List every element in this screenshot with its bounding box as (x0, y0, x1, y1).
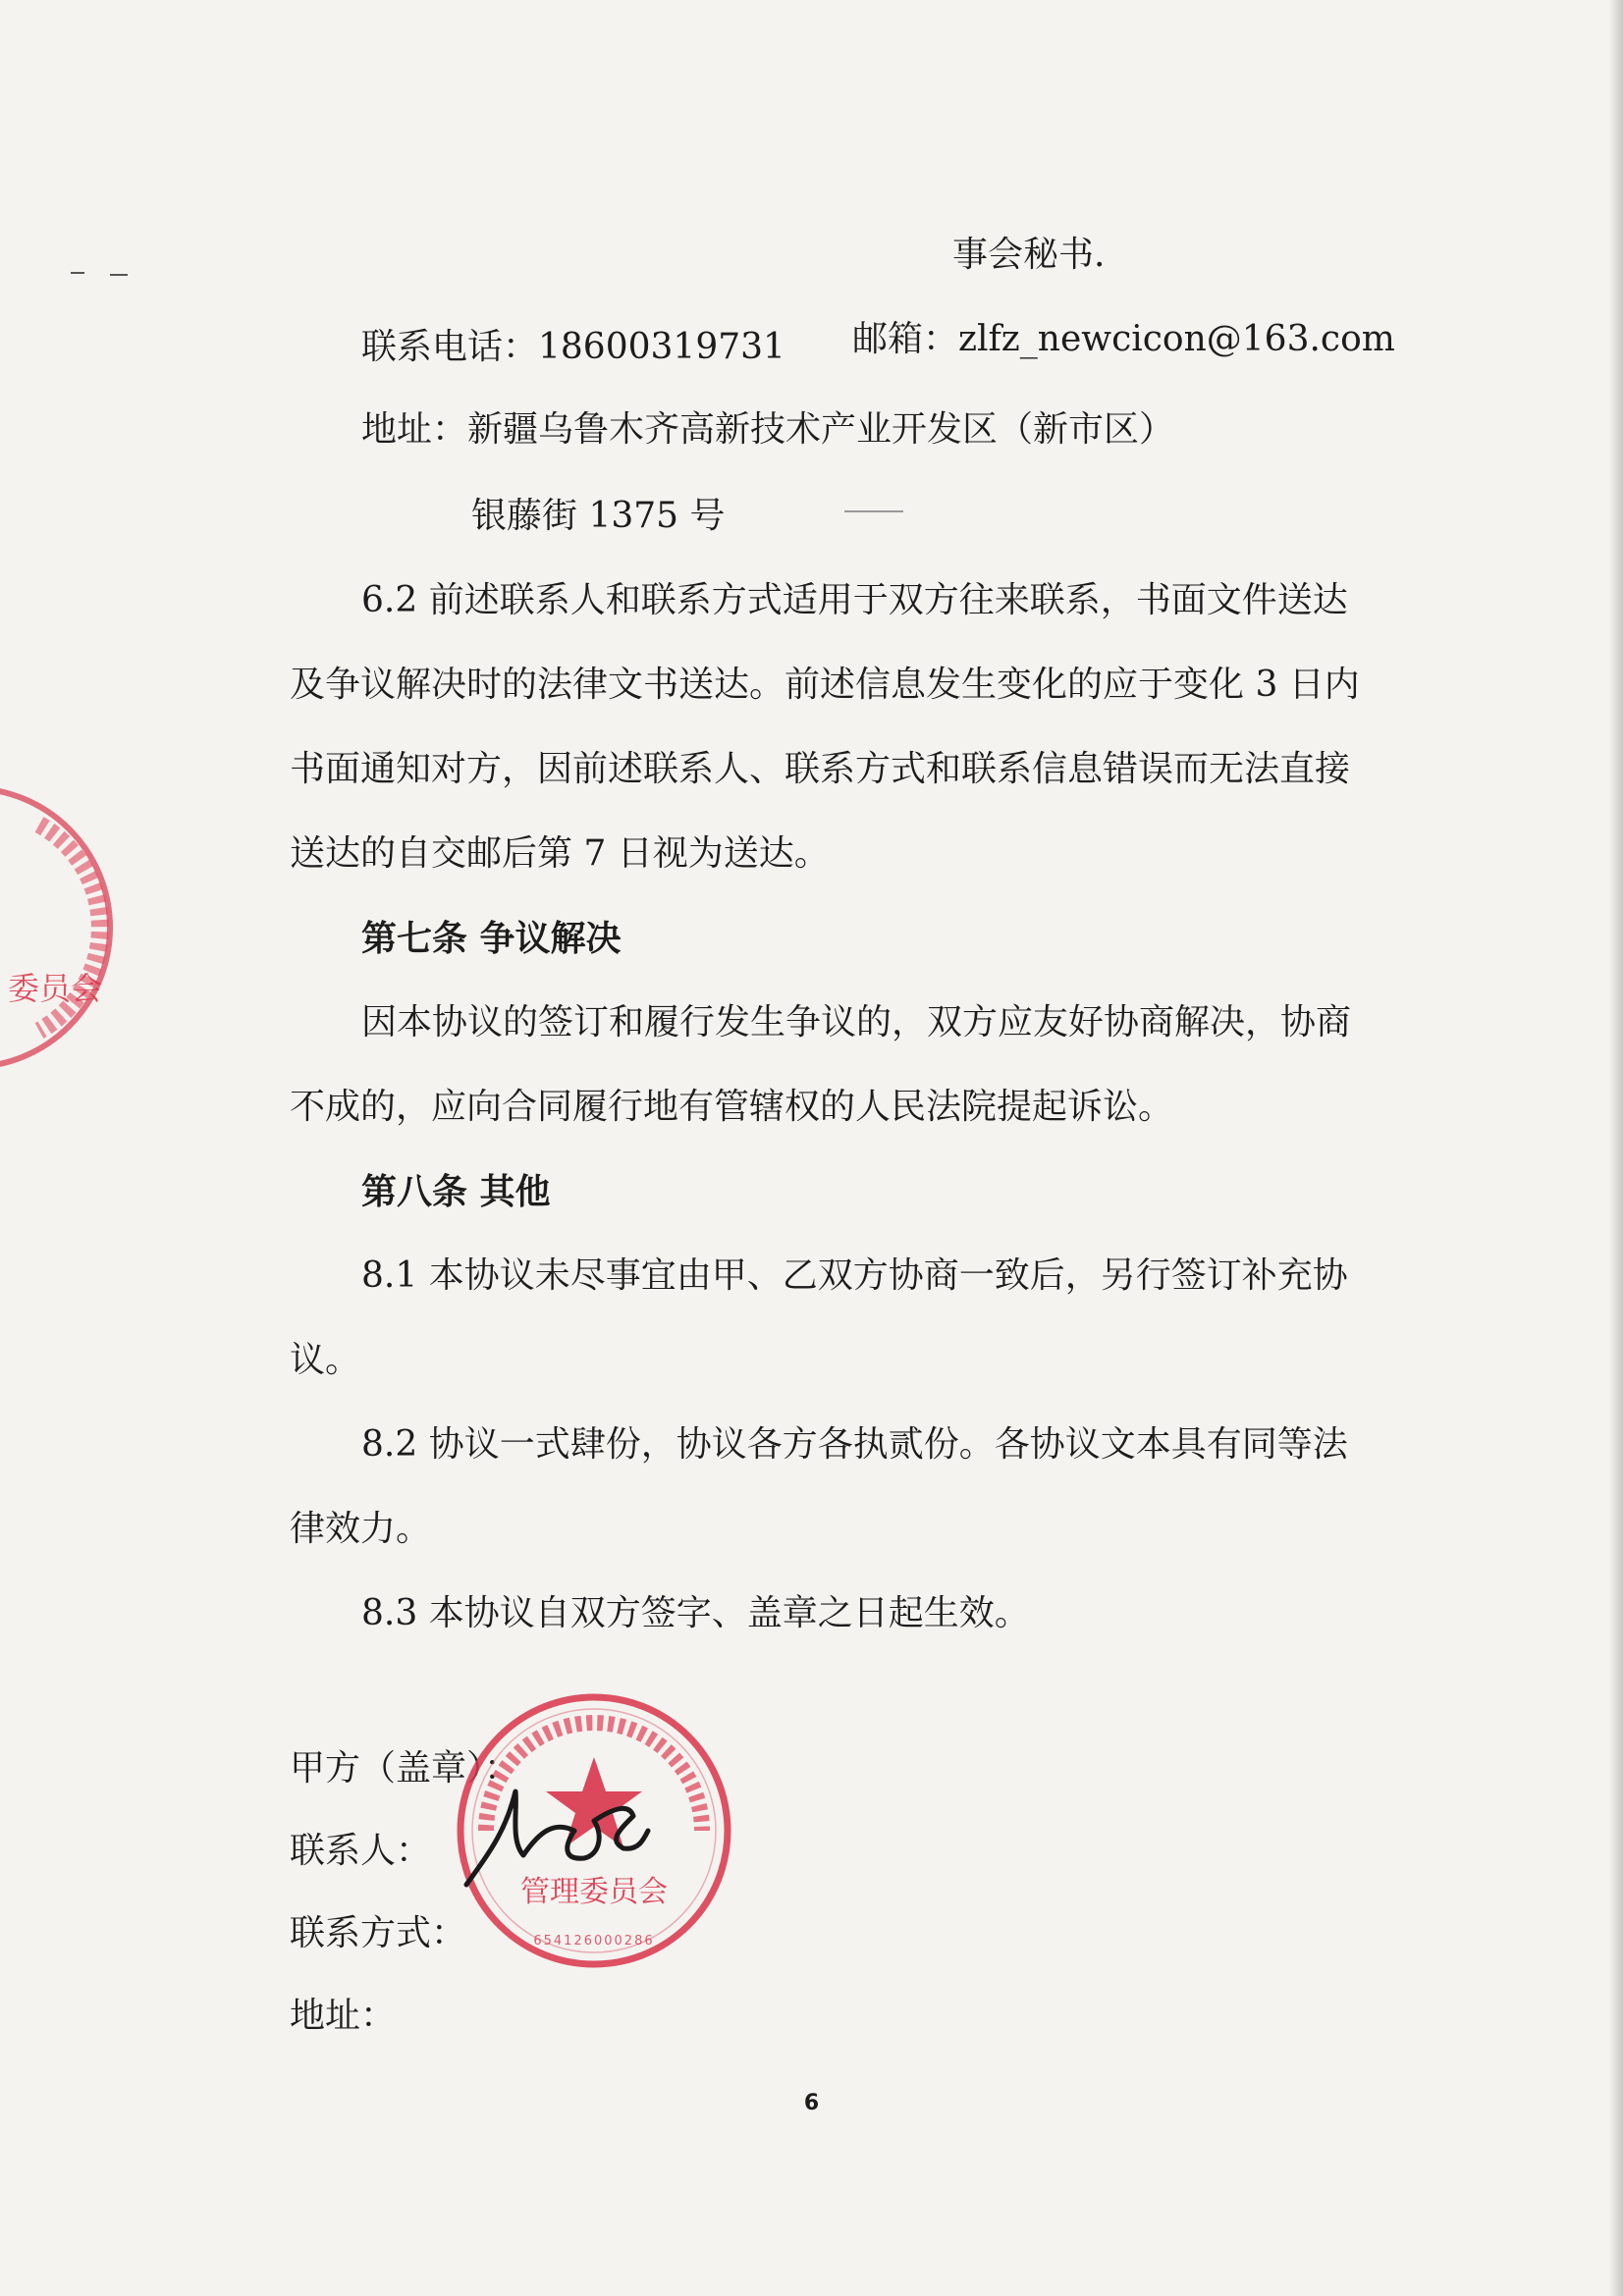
article-7-heading: 第七条 争议解决 (361, 918, 622, 959)
page-number: 6 (803, 2091, 820, 2115)
contact-email: 邮箱：zlfz_newcicon@163.com (852, 319, 1395, 359)
clause-6-2-line: 及争议解决时的法律文书送达。前述信息发生变化的应于变化 3 日内 (290, 665, 1360, 705)
side-seal-partial (0, 766, 128, 1090)
article-7-line: 不成的，应向合同履行地有管辖权的人民法院提起诉讼。 (290, 1087, 1174, 1127)
clause-6-2-line: 送达的自交邮后第 7 日视为送达。 (290, 833, 830, 874)
contact-person-label: 联系人： (290, 1831, 432, 1871)
official-red-seal (447, 1683, 741, 1978)
clause-8-3: 8.3 本协议自双方签字、盖章之日起生效。 (361, 1593, 1030, 1633)
svg-text:委员会: 委员会 (8, 970, 103, 1007)
scan-speck (110, 274, 128, 276)
address-label: 地址： (290, 1996, 397, 2036)
svg-text:管理委员会: 管理委员会 (520, 1875, 668, 1909)
clause-6-2-line: 6.2 前述联系人和联系方式适用于双方往来联系，书面文件送达 (361, 580, 1348, 620)
clause-8-2-line: 8.2 协议一式肆份，协议各方各执贰份。各协议文本具有同等法 (361, 1424, 1348, 1465)
scan-speck (71, 272, 84, 274)
page-edge-shadow (1609, 0, 1623, 2296)
address-line-1: 地址：新疆乌鲁木齐高新技术产业开发区（新市区） (361, 409, 1175, 450)
title-tail: 事会秘书. (952, 235, 1106, 275)
svg-text:654126000286: 654126000286 (533, 1934, 655, 1949)
clause-8-1-line: 议。 (290, 1340, 361, 1380)
clause-8-2-line: 律效力。 (290, 1509, 432, 1549)
clause-8-1-line: 8.1 本协议未尽事宜由甲、乙双方协商一致后，另行签订补充协 (361, 1255, 1348, 1296)
scan-speck (844, 510, 903, 512)
address-line-2: 银藤街 1375 号 (471, 496, 726, 536)
article-8-heading: 第八条 其他 (361, 1171, 551, 1212)
clause-6-2-line: 书面通知对方，因前述联系人、联系方式和联系信息错误而无法直接 (290, 749, 1351, 789)
party-a-seal-label: 甲方（盖章）： (290, 1748, 520, 1789)
contact-phone: 联系电话：18600319731 (361, 327, 785, 367)
article-7-line: 因本协议的签订和履行发生争议的，双方应友好协商解决，协商 (361, 1002, 1352, 1042)
contact-method-label: 联系方式： (290, 1913, 467, 1953)
